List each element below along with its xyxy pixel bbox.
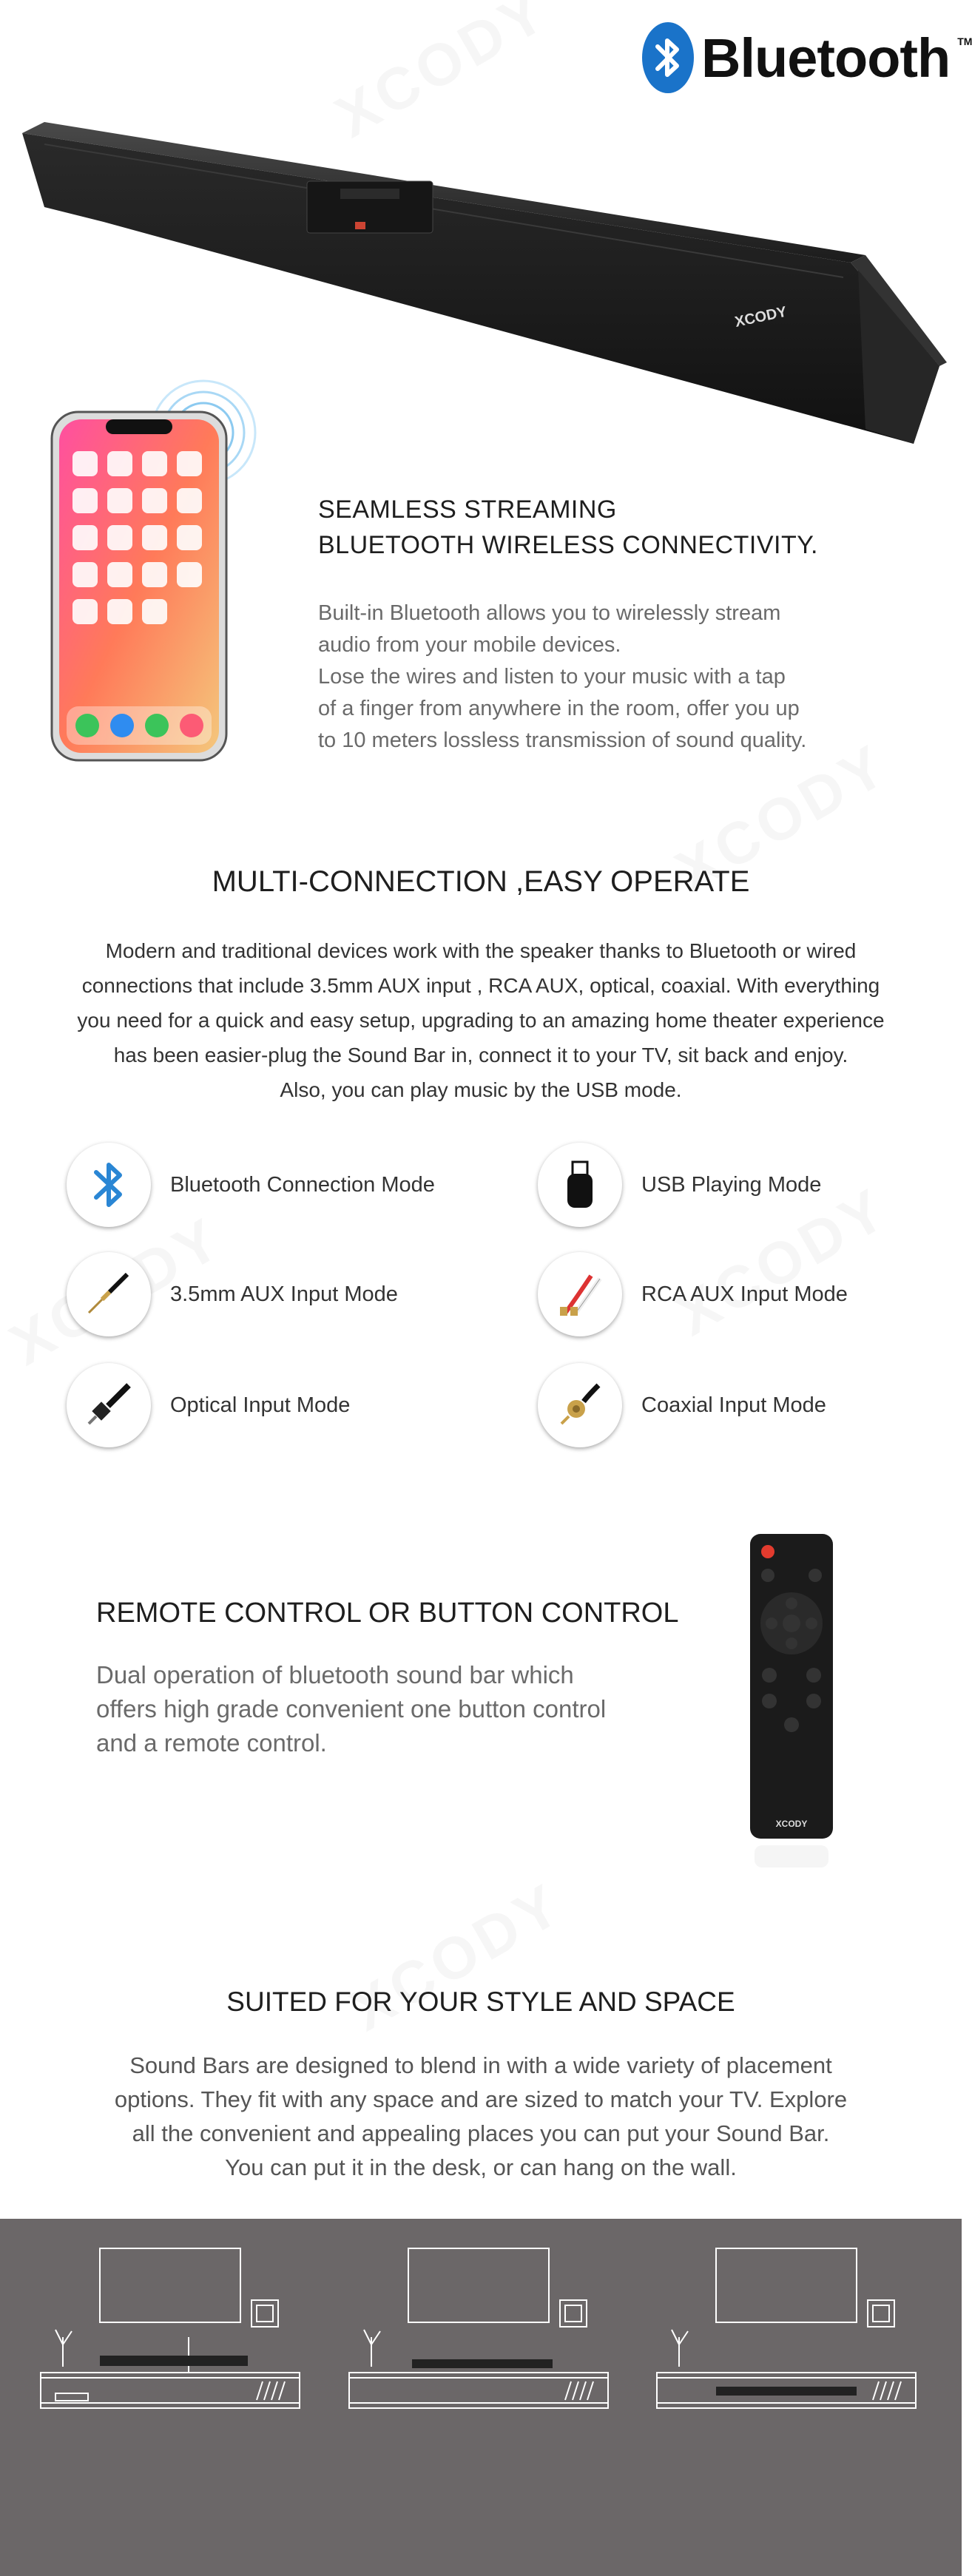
mode-label: RCA AUX Input Mode <box>641 1282 848 1306</box>
mode-item-bluetooth <box>67 1143 435 1227</box>
streaming-title-line: SEAMLESS STREAMING <box>318 496 617 524</box>
mode-item-aux <box>67 1252 398 1336</box>
multi-connection-title: MULTI-CONNECTION ,EASY OPERATE <box>212 865 750 898</box>
style-text-line: Sound Bars are designed to blend in with a wide variety of placement <box>129 2052 832 2078</box>
streaming-text-line: Built-in Bluetooth allows you to wirelessly stream <box>318 601 781 625</box>
mode-label: Coaxial Input Mode <box>641 1393 826 1417</box>
smartphone-image <box>50 410 228 762</box>
multi-text-line: has been easier-plug the Sound Bar in, connect it to your TV, sit back and enjoy. <box>113 1044 848 1066</box>
bluetooth-icon <box>642 22 694 93</box>
streaming-text-line: of a finger from anywhere in the room, offer you up <box>318 697 800 720</box>
style-text-line: all the convenient and appealing places you can put your Sound Bar. <box>132 2120 830 2146</box>
style-text-line: You can put it in the desk, or can hang on the wall. <box>225 2154 737 2180</box>
room-illustration-wall <box>349 2248 615 2418</box>
remote-text-line: and a remote control. <box>96 1729 327 1757</box>
streaming-text-line: Lose the wires and listen to your music with a tap <box>318 665 786 689</box>
soundbar-brand-label: XCODY <box>733 303 789 331</box>
streaming-title <box>318 492 818 563</box>
streaming-title-line: BLUETOOTH WIRELESS CONNECTIVITY. <box>318 531 818 559</box>
multi-text-line: Also, you can play music by the USB mode. <box>280 1078 682 1101</box>
mode-label: Optical Input Mode <box>170 1393 351 1417</box>
mode-label: USB Playing Mode <box>641 1172 822 1197</box>
room-illustration-desk <box>41 2248 307 2418</box>
watermark <box>339 1870 574 2045</box>
remote-text-line: Dual operation of bluetooth sound bar which <box>96 1661 574 1688</box>
remote-text-line: offers high grade convenient one button control <box>96 1695 607 1723</box>
bluetooth-logo <box>642 22 972 93</box>
streaming-text-line: to 10 meters lossless transmission of sound quality. <box>318 728 807 752</box>
usb-drive-icon <box>538 1143 622 1227</box>
coaxial-cable-icon <box>538 1363 622 1447</box>
mode-item-usb <box>538 1143 821 1227</box>
trademark-symbol: TM <box>957 36 972 47</box>
remote-control-description <box>96 1658 673 1760</box>
remote-control-title: REMOTE CONTROL OR BUTTON CONTROL <box>96 1598 679 1629</box>
mode-item-coaxial <box>538 1363 826 1447</box>
rca-cable-icon <box>538 1252 622 1336</box>
streaming-text-line: audio from your mobile devices. <box>318 633 621 657</box>
mode-label: 3.5mm AUX Input Mode <box>170 1282 398 1306</box>
room-illustration-cabinet <box>657 2248 923 2418</box>
style-text-line: options. They fit with any space and are sized to match your TV. Explore <box>114 2086 848 2112</box>
bluetooth-icon <box>67 1143 151 1227</box>
multi-text-line: Modern and traditional devices work with the speaker thanks to Bluetooth or wired <box>105 939 857 962</box>
streaming-description <box>318 598 895 757</box>
multi-text-line: you need for a quick and easy setup, upgrading to an amazing home theater experience <box>77 1009 885 1032</box>
remote-control-image <box>747 1531 836 1879</box>
optical-cable-icon <box>67 1363 151 1447</box>
style-space-description <box>59 2049 902 2185</box>
bluetooth-wordmark: Bluetooth <box>701 27 951 89</box>
mode-item-rca <box>538 1252 848 1336</box>
remote-brand-label: XCODY <box>775 1819 808 1829</box>
mode-label: Bluetooth Connection Mode <box>170 1172 435 1197</box>
multi-text-line: connections that include 3.5mm AUX input , RCA AUX, optical, coaxial. With everything <box>81 974 880 997</box>
multi-connection-description <box>30 933 932 1107</box>
aux-cable-icon <box>67 1252 151 1336</box>
style-space-title: SUITED FOR YOUR STYLE AND SPACE <box>226 1987 735 2017</box>
mode-item-optical <box>67 1363 350 1447</box>
